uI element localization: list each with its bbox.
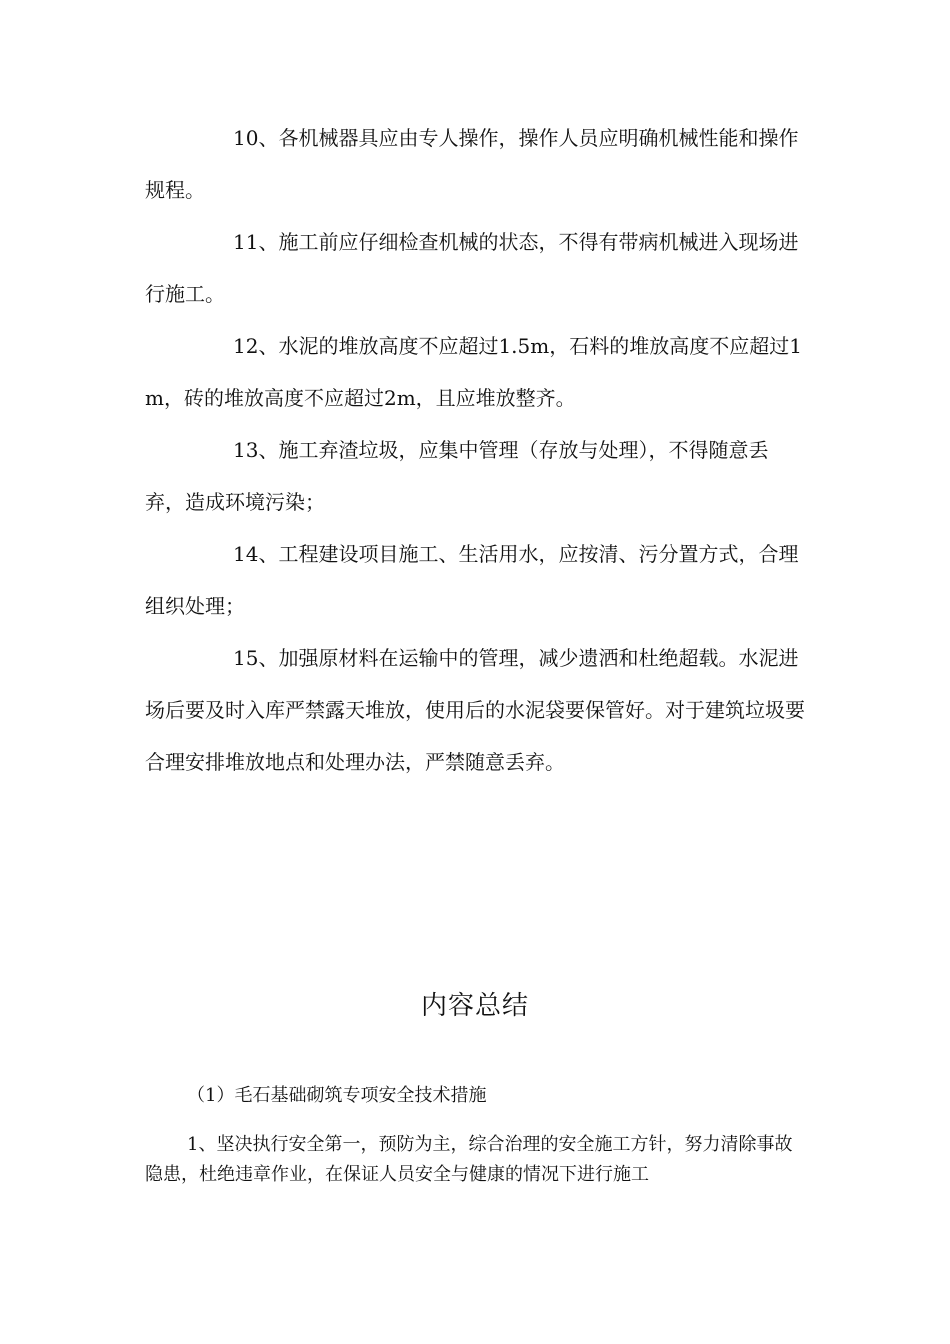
summary-text: 1、坚决执行安全第一，预防为主，综合治理的安全施工方针，努力清除事故隐患，杜绝违章作业，在保证人员安全与健康的情况下进行施工 — [145, 1134, 793, 1185]
paragraph-13: 13、施工弃渣垃圾，应集中管理（存放与处理），不得随意丢弃，造成环境污染； — [145, 438, 769, 514]
paragraph-15: 15、加强原材料在运输中的管理，减少遗洒和杜绝超载。水泥进场后要及时入库严禁露天堆放，使用后的水泥袋要保管好。对于建筑垃圾要合理安排堆放地点和处理办法，严禁随意丢弃。 — [145, 646, 805, 774]
summary-heading: （1）毛石基础砌筑专项安全技术措施 — [187, 1085, 487, 1106]
summary-title: 内容总结 — [420, 991, 529, 1021]
paragraph-10: 10、各机械器具应由专人操作，操作人员应明确机械性能和操作规程。 — [145, 126, 799, 202]
summary-section — [145, 1080, 805, 1190]
paragraph-14: 14、工程建设项目施工、生活用水，应按清、污分置方式，合理组织处理； — [145, 542, 799, 618]
paragraph-12: 12、水泥的堆放高度不应超过1.5m，石料的堆放高度不应超过1m，砖的堆放高度不应超过2m，且应堆放整齐。 — [145, 334, 802, 410]
paragraph-11: 11、施工前应仔细检查机械的状态，不得有带病机械进入现场进行施工。 — [145, 230, 799, 306]
document-body — [145, 112, 805, 788]
